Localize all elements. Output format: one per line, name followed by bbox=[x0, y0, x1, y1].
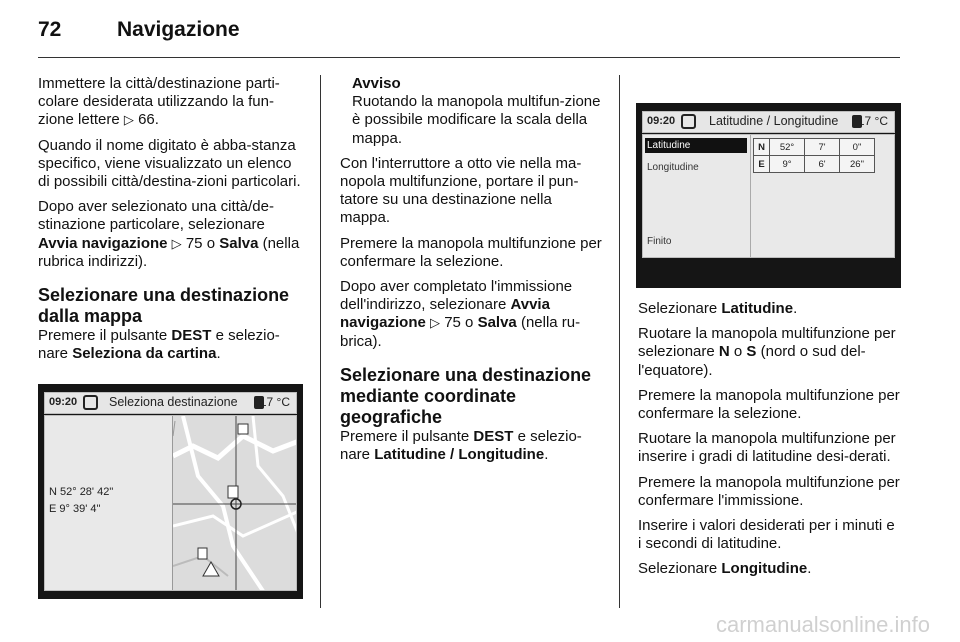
note-text: Ruotando la manopola multifun-zione è possibile modificare la scala della mappa. bbox=[352, 93, 601, 147]
hemisphere-cell[interactable]: N bbox=[754, 139, 770, 156]
column-3 bbox=[638, 300, 902, 586]
coordinate-n: N 52° 28' 42" bbox=[49, 486, 114, 498]
text: 75 o bbox=[444, 314, 474, 332]
menu-item-longitude[interactable]: Longitudine bbox=[647, 162, 699, 173]
bold-term: N bbox=[718, 343, 730, 361]
column-divider-1 bbox=[320, 75, 321, 608]
paragraph: Inserire i valori desiderati per i minuti e i secondi di latitudine. bbox=[638, 517, 895, 553]
text: Premere il pulsante bbox=[340, 427, 470, 445]
header-rule bbox=[38, 57, 900, 58]
map-graphic bbox=[173, 416, 296, 590]
text: o bbox=[733, 343, 743, 361]
section-heading: Selezionare una destinazione mediante coordinate geografiche bbox=[340, 364, 592, 427]
paragraph bbox=[638, 560, 902, 578]
map-view[interactable] bbox=[172, 416, 296, 590]
bold-term: Seleziona da cartina bbox=[72, 345, 217, 363]
paragraph: Con l'interruttore a otto vie nella ma-nopola multifunzione, portare il pun-tatore su una destinazione nella mappa. bbox=[340, 154, 582, 227]
coordinate-menu bbox=[643, 135, 751, 257]
screen-select-destination bbox=[38, 384, 303, 599]
note-box bbox=[340, 75, 602, 148]
text: Ruotare la manopola multifunzione per selezionare bbox=[638, 325, 896, 361]
text: Selezionare bbox=[638, 560, 718, 578]
screen-body bbox=[642, 134, 895, 258]
paragraph: Premere la manopola multifunzione per confermare la selezione. bbox=[638, 386, 900, 423]
bold-term: Avvia navigazione bbox=[340, 296, 550, 332]
screen-lat-long bbox=[636, 103, 901, 288]
menu-item-done[interactable]: Finito bbox=[647, 236, 672, 247]
paragraph bbox=[38, 198, 306, 271]
screen-body bbox=[44, 415, 297, 591]
text: (nella rubrica indirizzi). bbox=[38, 234, 300, 270]
page-number: 72 bbox=[38, 18, 62, 41]
column-divider-2 bbox=[619, 75, 620, 608]
paragraph bbox=[38, 327, 306, 363]
coordinate-grid bbox=[753, 138, 875, 173]
screen-title: Latitudine / Longitudine bbox=[709, 114, 839, 128]
minutes-cell[interactable]: 7' bbox=[805, 139, 840, 156]
bold-term: S bbox=[746, 343, 757, 361]
arrow-ref-icon: ▷ bbox=[171, 235, 182, 251]
coordinate-e: E 9° 39' 4" bbox=[49, 503, 101, 515]
clock-icon bbox=[83, 395, 98, 410]
text: 75 o bbox=[185, 234, 216, 252]
arrow-ref-icon: ▷ bbox=[123, 112, 134, 128]
text: . bbox=[544, 446, 549, 464]
paragraph bbox=[38, 75, 306, 130]
clock-icon bbox=[681, 114, 696, 129]
bold-term: DEST bbox=[473, 427, 514, 445]
text: . bbox=[793, 300, 798, 317]
paragraph: Premere la manopola multifunzione per confermare l'immissione. bbox=[638, 473, 900, 509]
paragraph bbox=[340, 278, 602, 351]
bold-term: DEST bbox=[171, 327, 212, 345]
text: e selezio-nare bbox=[38, 327, 280, 363]
column-1 bbox=[38, 75, 306, 370]
text: (nord o sud del-l'equatore). bbox=[638, 343, 866, 379]
temperature: 17 °C bbox=[857, 114, 888, 128]
minutes-cell[interactable]: 6' bbox=[805, 156, 840, 173]
text: Premere il pulsante bbox=[38, 327, 168, 345]
text: . bbox=[216, 345, 221, 363]
note-title: Avviso bbox=[352, 75, 401, 92]
section-heading: Selezionare una destinazione dalla mappa bbox=[38, 285, 290, 327]
ref-page: 66. bbox=[138, 111, 159, 129]
text: . bbox=[807, 560, 812, 578]
text: Selezionare bbox=[638, 300, 718, 317]
bold-term: Latitudine bbox=[721, 300, 794, 317]
clock-time: 09:20 bbox=[49, 396, 78, 408]
degrees-cell[interactable]: 9° bbox=[770, 156, 805, 173]
table-row bbox=[754, 139, 875, 156]
paragraph: Ruotare la manopola multifunzione per inserire i gradi di latitudine desi-derati. bbox=[638, 430, 896, 466]
paragraph: Premere la manopola multifunzione per confermare la selezione. bbox=[340, 234, 602, 270]
bold-term: Avvia navigazione bbox=[38, 234, 168, 252]
hemisphere-cell[interactable]: E bbox=[754, 156, 770, 173]
bold-term: Salva bbox=[477, 314, 517, 332]
watermark: carmanualsonline.info bbox=[715, 612, 930, 637]
menu-item-latitude[interactable]: Latitudine bbox=[645, 138, 747, 153]
paragraph bbox=[638, 325, 902, 380]
text: Dopo aver selezionato una città/de-stinazione particolare, selezionare bbox=[38, 198, 274, 234]
arrow-ref-icon: ▷ bbox=[430, 315, 441, 331]
paragraph: Quando il nome digitato è abba-stanza specifico, viene visualizzato un elenco di possibili città/destina-zioni particolari. bbox=[38, 136, 301, 191]
bold-term: Salva bbox=[219, 234, 259, 252]
text: (nella ru-brica). bbox=[340, 314, 581, 350]
paragraph bbox=[340, 428, 602, 464]
text: Dopo aver completato l'immissione dell'indirizzo, selezionare bbox=[340, 278, 573, 314]
seconds-cell[interactable]: 26" bbox=[840, 156, 875, 173]
bold-term: Longitudine bbox=[721, 560, 808, 578]
screen-title: Seleziona destinazione bbox=[109, 395, 238, 409]
text: e selezio-nare bbox=[340, 427, 582, 464]
screen-status-bar bbox=[44, 392, 297, 414]
seconds-cell[interactable]: 0" bbox=[840, 139, 875, 156]
bold-term: Latitudine / Longitudine bbox=[374, 446, 545, 464]
table-row bbox=[754, 156, 875, 173]
paragraph bbox=[638, 300, 902, 318]
page-title: Navigazione bbox=[117, 18, 240, 41]
degrees-cell[interactable]: 52° bbox=[770, 139, 805, 156]
column-2 bbox=[340, 75, 602, 471]
temperature: 17 °C bbox=[259, 395, 290, 409]
text: Immettere la città/destinazione parti-colare desiderata utilizzando la fun-zione lettere bbox=[38, 75, 280, 129]
screen-status-bar bbox=[642, 111, 895, 133]
clock-time: 09:20 bbox=[647, 115, 676, 127]
